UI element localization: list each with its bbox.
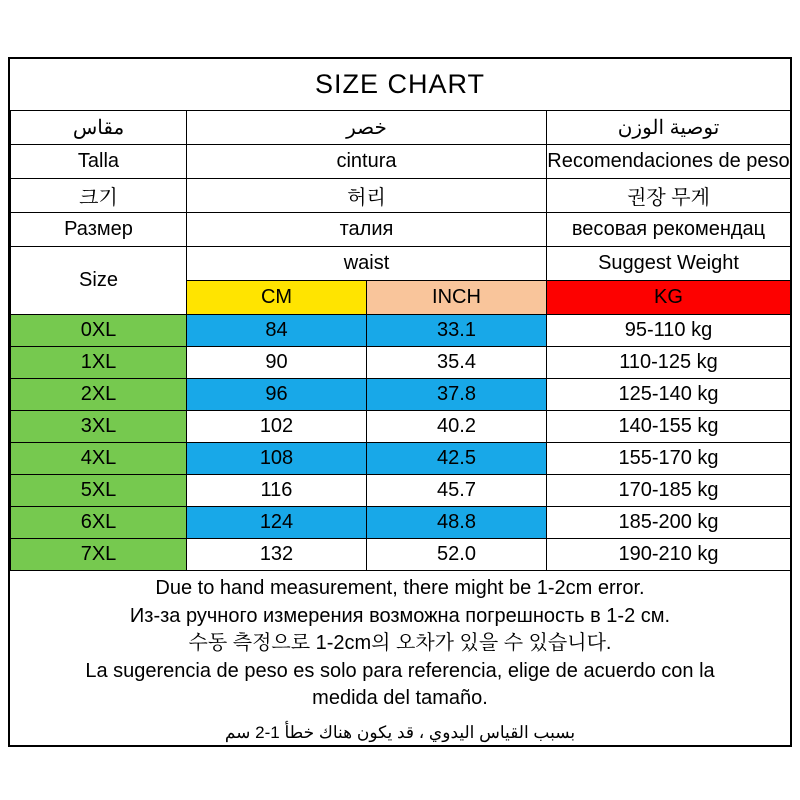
row-inch: 45.7 [367,474,547,506]
row-size: 1XL [11,346,187,378]
table-row-header-russian [11,212,791,246]
row-kg: 190-210 kg [547,538,791,570]
unit-cm: CM [187,280,367,314]
row-inch: 52.0 [367,538,547,570]
header-waist-russian: талия [187,212,547,246]
table-row [11,474,791,506]
row-size: 0XL [11,314,187,346]
table-row [11,314,791,346]
header-weight-russian: весовая рекомендац [547,212,791,246]
header-size-russian: Размер [11,212,187,246]
row-kg: 140-155 kg [547,410,791,442]
row-cm: 102 [187,410,367,442]
notes-block [10,571,790,745]
row-inch: 40.2 [367,410,547,442]
row-cm: 90 [187,346,367,378]
row-inch: 37.8 [367,378,547,410]
note-korean: 수동 측정으로 1-2cm의 오차가 있을 수 있습니다. [188,632,612,655]
row-kg: 95-110 kg [547,314,791,346]
row-cm: 132 [187,538,367,570]
unit-inch: INCH [367,280,547,314]
row-inch: 42.5 [367,442,547,474]
row-cm: 116 [187,474,367,506]
row-inch: 33.1 [367,314,547,346]
note-spanish-line1: La sugerencia de peso es solo para referencia, elige de acuerdo con la [85,659,715,682]
page-title: SIZE CHART [314,68,486,99]
table-row [11,538,791,570]
row-kg: 185-200 kg [547,506,791,538]
row-size: 3XL [11,410,187,442]
note-russian: Из-за ручного измерения возможна погрешность в 1-2 см. [129,604,671,627]
row-inch: 48.8 [367,506,547,538]
table-row [11,410,791,442]
header-size-english: Size [11,246,187,314]
header-waist-arabic: خصر [187,110,547,144]
header-weight-english: Suggest Weight [547,246,791,280]
unit-kg: KG [547,280,791,314]
row-size: 7XL [11,538,187,570]
table-row [11,506,791,538]
row-size: 5XL [11,474,187,506]
note-spanish-line2: medida del tamaño. [312,687,488,710]
row-size: 4XL [11,442,187,474]
row-size: 6XL [11,506,187,538]
header-size-arabic: مقاس [11,110,187,144]
header-weight-korean: 권장 무게 [547,178,791,212]
size-chart-frame [8,57,792,747]
table-row-header-english [11,246,791,280]
row-size: 2XL [11,378,187,410]
row-inch: 35.4 [367,346,547,378]
table-row-header-korean [11,178,791,212]
row-kg: 155-170 kg [547,442,791,474]
row-kg: 125-140 kg [547,378,791,410]
row-cm: 124 [187,506,367,538]
header-weight-arabic: توصية الوزن [547,110,791,144]
header-waist-korean: 허리 [187,178,547,212]
table-row [11,378,791,410]
row-kg: 110-125 kg [547,346,791,378]
header-size-korean: 크기 [11,178,187,212]
size-chart-table [10,110,791,571]
row-cm: 96 [187,378,367,410]
table-row-header-spanish [11,144,791,178]
header-size-spanish: Talla [11,144,187,178]
note-english: Due to hand measurement, there might be 1-2cm error. [155,576,645,599]
row-cm: 108 [187,442,367,474]
table-row [11,442,791,474]
header-waist-spanish: cintura [187,144,547,178]
row-kg: 170-185 kg [547,474,791,506]
table-row [11,346,791,378]
table-row-header-arabic [11,110,791,144]
row-cm: 84 [187,314,367,346]
header-waist-english: waist [187,246,547,280]
note-arabic: بسبب القياس اليدوي ، قد يكون هناك خطأ 1-2 سم [224,722,576,742]
header-weight-spanish: Recomendaciones de peso [547,144,791,178]
